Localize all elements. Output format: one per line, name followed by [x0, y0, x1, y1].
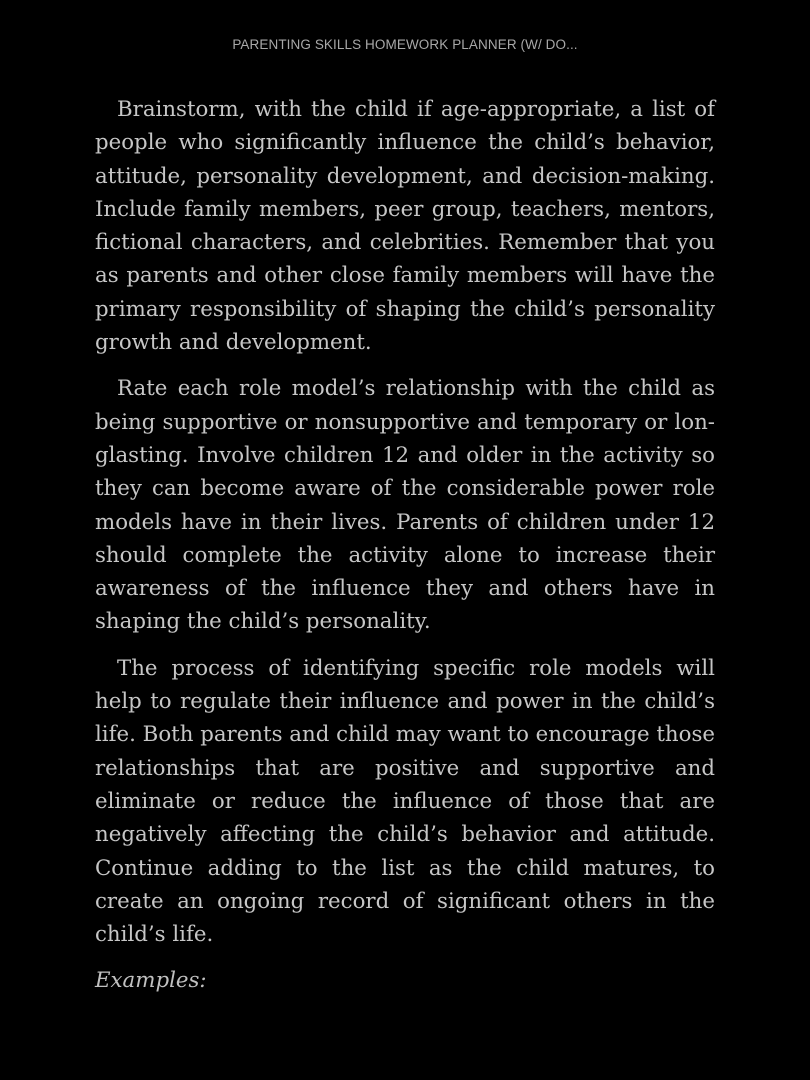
page-content [95, 93, 715, 998]
paragraph-rate-role-models: Rate each role model’s relationship with the child as being supportive or nonsupportive and temporary or longlasting. Involve children 12 and older in the activity so they can become aware of the considerable power role models have in their lives. Parents of children under 12 should complete the activity alone to increase their awareness of the influence they and others have in shaping the child’s personality. [95, 376, 715, 635]
paragraph-brainstorm: Brainstorm, with the child if age-appropriate, a list of people who significantly influence the child’s behavior, attitude, personality development, and decision-making. Include family members, peer group, teachers, mentors, fictional characters, and celebrities. Remember that you as parents and other close family members will have the primary responsibility of shaping the child’s personality growth and development. [95, 97, 715, 356]
paragraph-identify-process: The process of identifying specific role models will help to regulate their influence and power in the child’s life. Both parents and child may want to encourage those relationships that are positive and supportive and eliminate or reduce the influence of those that are negatively affecting the child’s behavior and attitude. Continue adding to the list as the child matures, to create an ongoing record of significant others in the child’s life. [95, 655, 715, 948]
examples-label: Examples: [95, 968, 207, 994]
book-title-header: PARENTING SKILLS HOMEWORK PLANNER (W/ DO... [232, 37, 578, 52]
